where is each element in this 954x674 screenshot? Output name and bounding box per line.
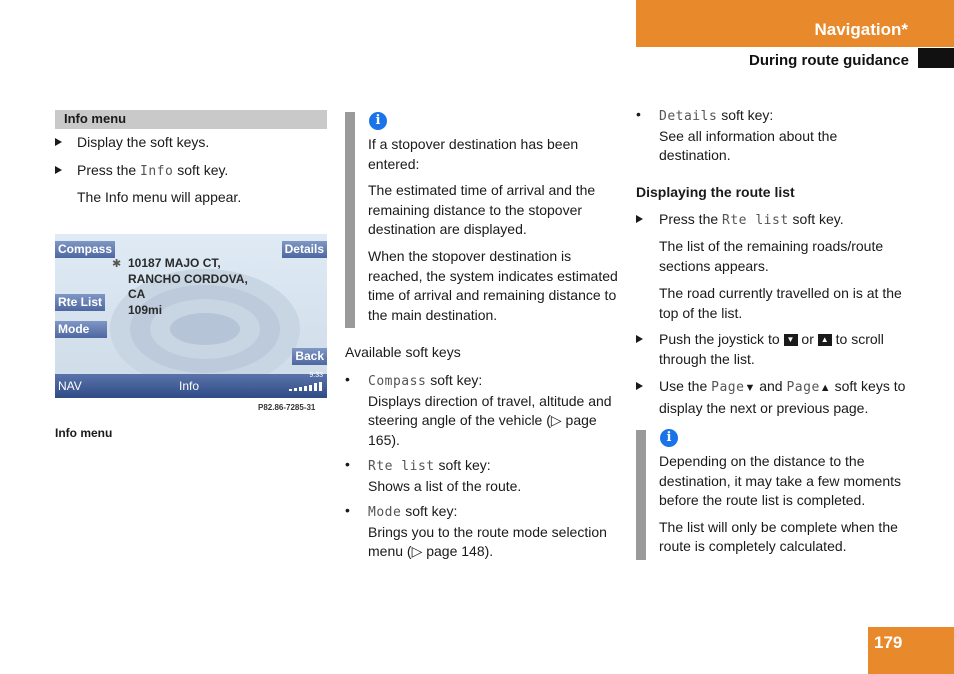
address-line-3: CA: [128, 287, 146, 301]
back-softkey: Back: [292, 348, 327, 365]
softkey-rte-list: Rte list: [368, 459, 435, 474]
arrow-up-icon: ▲: [819, 382, 831, 394]
softkey-label: soft key:: [430, 372, 483, 388]
step-text: Push the joystick to: [659, 331, 780, 347]
step-text: and: [759, 378, 783, 394]
section-title: Navigation*: [814, 20, 908, 39]
bullet-triangle-icon: [55, 138, 62, 146]
bullet-icon: •: [345, 371, 350, 387]
bullet-icon: •: [345, 456, 350, 472]
step-display-softkeys: [55, 133, 327, 153]
details-softkey: Details: [282, 241, 327, 258]
distance-text: 109mi: [128, 302, 163, 317]
step-text: soft key.: [177, 162, 229, 178]
status-nav: NAV: [58, 379, 82, 393]
address-line-2: RANCHO CORDOVA,: [128, 271, 248, 286]
arrow-down-key-icon: ▼: [784, 334, 798, 346]
rte-list-softkey: Rte List: [55, 294, 105, 311]
info-menu-bar-title: Info menu: [64, 111, 127, 126]
note-block: [659, 452, 911, 557]
step-text: Press the: [659, 211, 719, 227]
note-bar: [345, 112, 355, 328]
note-paragraph: If a stopover destination has been entered:: [368, 136, 579, 172]
step-text: soft key.: [792, 211, 844, 227]
info-icon: i: [660, 429, 678, 447]
softkey-page-down: Page: [711, 380, 745, 395]
header-marker: [918, 48, 954, 68]
note-block: [368, 135, 620, 325]
list-item: [345, 456, 620, 496]
softkey-mode: Mode: [368, 505, 402, 520]
note-bar: [636, 430, 646, 560]
note-paragraph: The estimated time of arrival and the remaining distance to the stopover destination are displayed.: [368, 182, 596, 238]
note-paragraph: Depending on the distance to the destination, it may take a few moments before the route list is completed.: [659, 453, 901, 509]
list-item: [345, 371, 620, 450]
step-text: to scroll through the list.: [659, 331, 884, 367]
status-info: Info: [179, 379, 200, 393]
step-page-softkeys: [636, 377, 911, 418]
softkey-label: soft key:: [405, 503, 458, 519]
bullet-triangle-icon: [636, 382, 643, 390]
softkey-info: Info: [140, 164, 174, 179]
available-softkeys-heading: Available soft keys: [345, 344, 461, 360]
list-item: [636, 106, 911, 166]
arrow-up-key-icon: ▲: [818, 334, 832, 346]
note-paragraph: When the stopover destination is reached, the system indicates estimated time of arrival and remaining distance to the main destination.: [368, 247, 618, 323]
step-press-info: [55, 161, 327, 182]
softkey-label: soft key:: [438, 457, 491, 473]
bullet-triangle-icon: [55, 166, 62, 174]
arrow-down-icon: ▼: [744, 382, 756, 394]
result-text: The list of the remaining roads/route sections appears.: [659, 238, 884, 274]
compass-softkey: Compass: [55, 241, 115, 258]
subsection-title: During route guidance: [748, 52, 909, 69]
bullet-triangle-icon: [636, 215, 643, 223]
softkey-description: See all information about the destination.: [659, 127, 838, 164]
figure-code: P82.86-7285-31: [258, 403, 316, 412]
step-text: Display the soft keys.: [77, 134, 210, 150]
step-text: soft keys to display the next or previous page.: [659, 378, 906, 416]
step-text: Use the: [659, 378, 708, 394]
info-menu-bar: [55, 110, 327, 129]
bullet-icon: •: [636, 106, 641, 122]
step-text: or: [801, 331, 814, 347]
bullet-triangle-icon: [636, 335, 643, 343]
bullet-icon: •: [345, 502, 350, 518]
mode-softkey: Mode: [55, 321, 107, 338]
destination-flag-icon: ✱: [112, 258, 122, 270]
softkey-rte-list: Rte list: [722, 213, 789, 228]
info-icon: i: [369, 112, 387, 130]
softkey-details: Details: [659, 109, 718, 124]
info-menu-screen-image: [55, 234, 327, 398]
step-text: Press the: [77, 162, 137, 178]
address-line-1: 10187 MAJO CT,: [128, 256, 221, 270]
softkey-page-up: Page: [786, 380, 820, 395]
step-press-rte-list: [636, 210, 911, 231]
softkey-compass: Compass: [368, 374, 427, 389]
status-time: 9:33: [309, 372, 323, 379]
list-item: [345, 502, 620, 562]
softkey-description: Shows a list of the route.: [368, 477, 522, 494]
result-text: The road currently travelled on is at the top of the list.: [659, 285, 902, 321]
figure-caption: Info menu: [55, 426, 113, 440]
result-text: The Info menu will appear.: [77, 189, 242, 205]
section-heading: Displaying the route list: [636, 184, 795, 200]
softkey-label: soft key:: [721, 107, 774, 123]
screen-status-bar: [55, 374, 327, 398]
note-paragraph: The list will only be complete when the route is completely calculated.: [659, 518, 898, 555]
softkey-description: Displays direction of travel, altitude and steering angle of the vehicle (▷ page 165).: [368, 392, 612, 448]
page-number-tab: [868, 627, 954, 674]
section-header-tab: [636, 0, 954, 47]
softkey-description: Brings you to the route mode selection menu (▷ page 148).: [368, 523, 607, 560]
step-joystick-scroll: [636, 330, 911, 369]
signal-strength-icon: [289, 382, 323, 392]
page-number: 179: [874, 633, 903, 652]
